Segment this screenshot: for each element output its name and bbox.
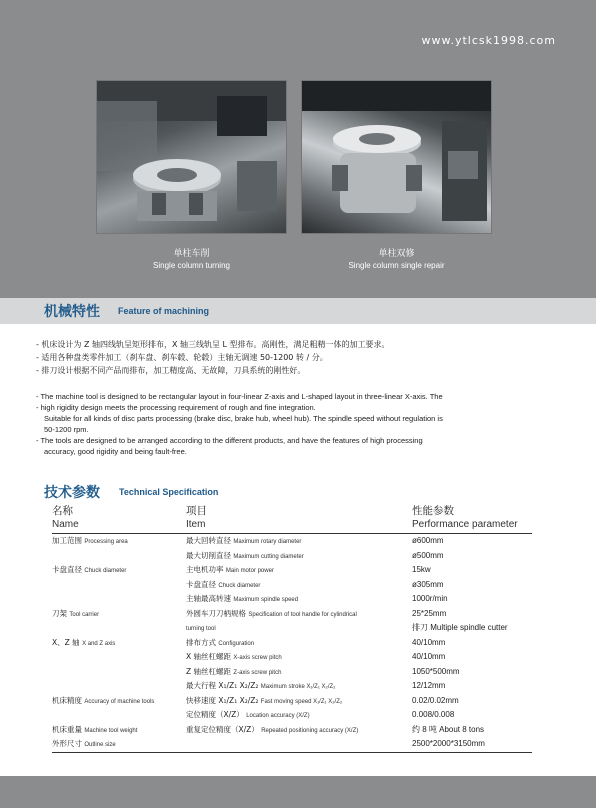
spec-name-en: Processing area xyxy=(84,539,128,545)
header-performance-en: Performance parameter xyxy=(412,519,518,530)
spec-value: 1000r/min xyxy=(412,594,448,603)
feature-title-cn: 机械特性 xyxy=(44,304,100,320)
spec-table-bottom-rule xyxy=(52,752,532,753)
spec-item xyxy=(186,607,357,623)
header-performance-cn: 性能参数 xyxy=(412,505,454,517)
spec-value: 25*25mm xyxy=(412,608,447,618)
spec-name xyxy=(52,636,115,652)
spec-item xyxy=(186,679,336,695)
spec-value: 40/10mm xyxy=(412,652,446,661)
spec-item-cn: 最大回转直径 xyxy=(186,536,231,545)
spec-item xyxy=(186,621,216,637)
spec-section-header xyxy=(44,482,219,502)
spec-name xyxy=(52,607,99,623)
table-row xyxy=(52,694,532,709)
spec-title-cn: 技术参数 xyxy=(44,485,100,501)
spec-item xyxy=(186,592,298,608)
spec-name-cn: 机床重量 xyxy=(52,724,82,734)
spec-item-cn: 最大切削直径 xyxy=(186,550,231,560)
spec-name xyxy=(52,563,126,579)
feature-line-en: Suitable for all kinds of disc parts processing (brake disc, brake hub, wheel hub). The spindle speed without regulation is xyxy=(44,414,443,423)
feature-bullets-cn xyxy=(36,338,516,377)
table-row xyxy=(52,607,532,622)
spec-name-cn: 机床精度 xyxy=(52,695,82,705)
caption-left xyxy=(96,248,287,271)
spec-name xyxy=(52,723,137,739)
feature-text-en xyxy=(36,391,516,457)
spec-value: ø305mm xyxy=(412,579,444,589)
header-name-cn: 名称 xyxy=(52,505,73,517)
spec-table-body xyxy=(52,534,532,752)
header-name-en: Name xyxy=(52,519,79,530)
table-row xyxy=(52,650,532,665)
table-row xyxy=(52,621,532,636)
website-url[interactable]: www.ytlcsk1998.com xyxy=(421,34,556,47)
feature-line-en: - high rigidity design meets the processing requirement of rough and fine integration. xyxy=(36,403,316,412)
feature-line-en: accuracy, good rigidity and being fault-free. xyxy=(44,447,187,456)
spec-table-header xyxy=(52,504,532,534)
table-row xyxy=(52,534,532,549)
spec-name-en: X and Z axis xyxy=(82,640,116,647)
spec-name xyxy=(52,534,128,550)
spec-item xyxy=(186,665,281,681)
spec-item-en: Location accuracy (X/Z) xyxy=(246,713,310,719)
spec-name xyxy=(52,737,116,753)
spec-item xyxy=(186,534,301,550)
spec-item-cn: 外圆车刀刀柄规格 xyxy=(186,608,246,618)
spec-item-en: Specification of tool handle for cylindrical xyxy=(248,611,357,618)
header-performance xyxy=(412,504,518,532)
header-item-en: Item xyxy=(186,519,206,530)
caption-right-cn: 单柱双修 xyxy=(378,249,415,259)
caption-left-cn: 单柱车削 xyxy=(173,249,210,259)
feature-line-en: 50-1200 rpm. xyxy=(44,425,89,434)
feature-title-en: Feature of machining xyxy=(118,306,210,316)
table-row xyxy=(52,679,532,694)
spec-item-en: Maximum spindle speed xyxy=(233,597,299,603)
spec-item-en: Repeated positioning accuracy (X/Z) xyxy=(261,727,359,734)
feature-section-header xyxy=(0,298,596,324)
spec-item-cn: X 轴丝杠螺距 xyxy=(186,652,232,661)
photo-single-column-single-repair xyxy=(301,80,492,234)
spec-item-en: Main motor power xyxy=(225,568,274,574)
spec-item-cn: 最大行程 X₁/Z₁ X₂/Z₂ xyxy=(186,681,259,690)
table-row xyxy=(52,665,532,680)
spec-name-en: Chuck diameter xyxy=(84,568,127,574)
table-row xyxy=(52,549,532,564)
table-row xyxy=(52,578,532,593)
spec-item xyxy=(186,708,310,724)
table-row xyxy=(52,636,532,651)
header-band xyxy=(0,0,596,298)
spec-item-en: Maximum stroke X₁/Z₁ X₂/Z₂ xyxy=(260,684,336,690)
caption-right xyxy=(301,248,492,271)
spec-item xyxy=(186,549,304,565)
spec-value: 40/10mm xyxy=(412,637,446,647)
spec-item xyxy=(186,650,282,666)
spec-item-en: X-axis screw pitch xyxy=(233,655,282,661)
spec-value: 12/12mm xyxy=(412,681,446,690)
spec-name-en: Tool carrier xyxy=(69,611,100,618)
spec-name-en: Accuracy of machine tools xyxy=(84,698,155,705)
spec-value: 2500*2000*3150mm xyxy=(412,739,485,748)
spec-item-en: Maximum cutting diameter xyxy=(233,553,304,560)
footer-band xyxy=(0,776,596,808)
table-row xyxy=(52,563,532,578)
spec-item xyxy=(186,578,260,594)
spec-name-en: Outline size xyxy=(84,742,116,748)
feature-line-en: - The tools are designed to be arranged according to the different products, and have the features of high processing xyxy=(36,436,423,445)
spec-item-cn: 主电机功率 xyxy=(186,565,224,574)
table-row xyxy=(52,708,532,723)
photo-single-column-turning xyxy=(96,80,287,234)
spec-item xyxy=(186,636,254,652)
table-row xyxy=(52,592,532,607)
caption-right-en: Single column single repair xyxy=(348,261,445,270)
table-row xyxy=(52,737,532,752)
spec-item-en: Z-axis screw pitch xyxy=(233,669,282,676)
header-name xyxy=(52,504,79,532)
header-item xyxy=(186,504,207,532)
caption-left-en: Single column turning xyxy=(153,261,230,270)
spec-item-cn: 主轴最高转速 xyxy=(186,594,231,603)
spec-name-cn: X、Z 轴 xyxy=(52,637,80,647)
spec-item-cn: 重复定位精度（X/Z） xyxy=(186,724,259,734)
spec-item xyxy=(186,694,342,710)
spec-title-en: Technical Specification xyxy=(119,487,219,497)
spec-value: 约 8 吨 About 8 tons xyxy=(412,724,485,734)
spec-name xyxy=(52,694,154,710)
feature-bullet: - 机床设计为 Z 轴四线轨呈矩形排布，X 轴三线轨呈 L 型排布。高刚性，满足粗精一体的加工要求。 xyxy=(36,340,390,349)
spec-table xyxy=(52,504,532,753)
table-row xyxy=(52,723,532,738)
spec-value: 0.008/0.008 xyxy=(412,710,455,719)
feature-bullet: - 适用各种盘类零件加工（刹车盘、刹车毂、轮毂）主轴无调速 50-1200 转 / 分。 xyxy=(36,353,328,362)
spec-name-cn: 刀架 xyxy=(52,608,67,618)
spec-item-cn: 排布方式 xyxy=(186,637,216,647)
header-item-cn: 项目 xyxy=(186,505,207,517)
spec-name-cn: 外形尺寸 xyxy=(52,739,82,748)
spec-item-en: Maximum rotary diameter xyxy=(233,539,302,545)
feature-line-en: - The machine tool is designed to be rectangular layout in four-linear Z-axis and L-shaped layout in three-linear X-axis. The xyxy=(36,392,443,401)
spec-item-cn: 定位精度（X/Z） xyxy=(186,710,244,719)
spec-item-cn: 快移速度 X₁/Z₁ X₂/Z₂ xyxy=(186,695,259,705)
spec-value: 15kw xyxy=(412,565,431,574)
spec-item-en: Configuration xyxy=(218,640,255,647)
feature-bullet: - 排刀设计根据不同产品而排布，加工精度高、无故障，刀具系统的刚性好。 xyxy=(36,366,306,375)
spec-value: 1050*500mm xyxy=(412,666,460,676)
spec-item xyxy=(186,563,274,579)
spec-name-cn: 卡盘直径 xyxy=(52,565,82,574)
spec-item-en: Fast moving speed X₁/Z₁ X₂/Z₂ xyxy=(260,698,343,705)
spec-item-en: turning tool xyxy=(186,626,216,632)
spec-item-en: Chuck diameter xyxy=(218,582,261,589)
spec-value: 排刀 Multiple spindle cutter xyxy=(412,623,508,632)
spec-value: ø500mm xyxy=(412,550,444,560)
spec-item-cn: Z 轴丝杠螺距 xyxy=(186,666,232,676)
spec-item xyxy=(186,723,358,739)
spec-name-en: Machine tool weight xyxy=(84,727,138,734)
spec-name-cn: 加工范围 xyxy=(52,536,82,545)
spec-item-cn: 卡盘直径 xyxy=(186,579,216,589)
spec-value: 0.02/0.02mm xyxy=(412,695,459,705)
spec-value: ø600mm xyxy=(412,536,444,545)
